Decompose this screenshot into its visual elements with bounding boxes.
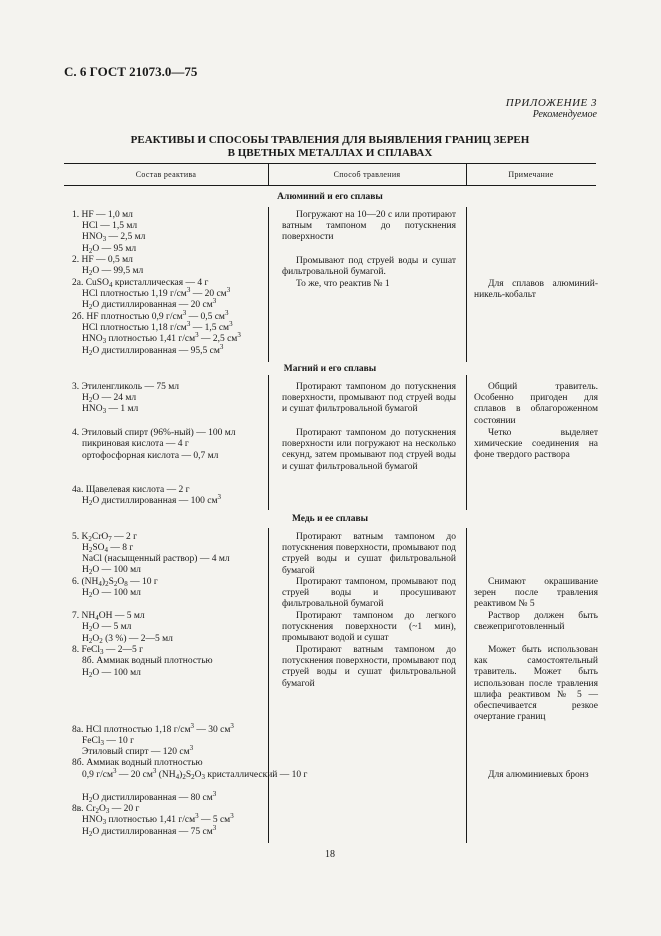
note-mg-1: Общий травитель. Особенно пригоден для сплавов в облагороженном состоянии — [474, 382, 598, 426]
title-line-1: РЕАКТИВЫ И СПОСОБЫ ТРАВЛЕНИЯ ДЛЯ ВЫЯВЛЕНИЯ ГРАНИЦ ЗЕРЕН — [130, 134, 530, 146]
column-divider-1-al — [268, 207, 269, 362]
reagent-3-line: $HNO_3$ — 1 мл — [82, 404, 139, 415]
document-header: С. 6 ГОСТ 21073.0—75 — [64, 64, 198, 79]
reagent-8b-line: $H_2O$ дистиллированная — 80 $см^3$ — [82, 790, 217, 804]
reagent-8a-line: 8а. HCl плотностью 1,18 $г/см^3$ — 30 $см^3$ — [72, 722, 234, 735]
reagent-8-line: 8б. Аммиак водный плотностью — [82, 656, 213, 666]
note-cu-2: Раствор должен быть свежеприготовленный — [474, 611, 598, 633]
method-cu-3: Протирают тампоном до легкого потускнения поверхности (~1 мин), промывают водой и сушат — [282, 611, 456, 644]
appendix-block — [506, 97, 597, 120]
reagent-8a-line: Этиловый спирт — 120 $см^3$ — [82, 744, 194, 757]
reagent-2a-line: 2а. CuSO$_4$ кристаллическая — 4 г — [72, 278, 209, 289]
reagent-5-line: $H_2SO_4$ — 8 г — [82, 543, 134, 554]
section-title-aluminium: Алюминий и его сплавы — [277, 192, 383, 202]
reagent-8v-line: $H_2O$ дистиллированная — 75 $см^3$ — [82, 824, 217, 838]
reagent-2-line: 2. HF — 0,5 мл — [72, 255, 133, 265]
page-number: 18 — [325, 849, 335, 860]
table-header-rule — [64, 185, 596, 186]
reagent-1-line: $H_2O$ — 95 мл — [82, 244, 137, 255]
method-cu-1: Протирают ватным тампоном до потускнения поверхности, промывают под струей воды и сушат фильтровальной бумагой — [282, 532, 456, 576]
column-divider-2-cu — [466, 528, 467, 843]
reagent-3-line: 3. Этиленгликоль — 75 мл — [72, 382, 179, 392]
reagent-6-line: 6. $(NH_4)_2S_2O_8$ — 10 г — [72, 577, 158, 588]
reagent-2a-line: $H_2O$ дистиллированная — 20 $см^3$ — [82, 297, 217, 311]
reagent-8-line: 8. FeCl$_3$ — 2—5 г — [72, 645, 144, 656]
column-divider-1-cu — [268, 528, 269, 843]
reagent-7-line: 7. $NH_4OH$ — 5 мл — [72, 611, 145, 622]
appendix-label: ПРИЛОЖЕНИЕ 3 — [505, 97, 597, 109]
column-divider-2-mg — [466, 375, 467, 510]
note-cu-1: Снимают окрашивание зерен после травления реактивом № 5 — [474, 577, 598, 610]
reagent-2b-line: 2б. HF плотностью 0,9 $г/см^3$ — 0,5 $см^3$ — [72, 309, 229, 322]
method-mg-2: Протирают тампоном до потускнения поверхности или погружают на несколько секунд, затем промывают под струей воды и сушат фильтровальной бумагой — [282, 428, 456, 472]
method-al-2: Промывают под струей воды и сушат фильтровальной бумагой. — [282, 256, 456, 278]
title-line-2: В ЦВЕТНЫХ МЕТАЛЛАХ И СПЛАВАХ — [227, 147, 433, 159]
reagent-7-line: $H_2O$ — 5 мл — [82, 622, 132, 633]
reagent-1-line: 1. HF — 1,0 мл — [72, 210, 133, 220]
column-header-composition: Состав реактива — [135, 170, 197, 179]
reagent-4a-line: 4а. Щавелевая кислота — 2 г — [72, 485, 190, 495]
reagent-5-line: 5. $K_2CrO_7$ — 2 г — [72, 532, 138, 543]
reagent-2-line: $H_2O$ — 99,5 мл — [82, 266, 144, 277]
note-mg-2: Четко выделяет химические соединения на фоне твердого раствора — [474, 428, 598, 461]
method-cu-4: Протирают ватным тампоном до потускнения поверхности, промывают под струей воды и сушат фильтровальной бумагой — [282, 645, 456, 689]
reagent-2b-line: $HNO_3$ плотностью 1,41 $г/см^3$ — 2,5 $см^3$ — [82, 331, 241, 345]
reagent-8-line: $H_2O$ — 100 мл — [82, 668, 141, 679]
reagent-3-line: $H_2O$ — 24 мл — [82, 393, 137, 404]
reagent-8a-line: FeCl$_3$ — 10 г — [82, 736, 135, 747]
column-header-note: Примечание — [508, 170, 554, 179]
reagent-5-line: NaCl (насыщенный раствор) — 4 мл — [82, 554, 230, 564]
column-header-method: Способ травления — [333, 170, 401, 179]
method-al-3: То же, что реактив № 1 — [296, 279, 390, 289]
note-cu-4: Для алюминиевых бронз — [488, 770, 589, 780]
reagent-2b-line: HCl плотностью 1,18 $г/см^3$ — 1,5 $см^3$ — [82, 320, 233, 333]
reagent-1-line: $HNO_3$ — 2,5 мл — [82, 232, 146, 243]
reagent-4-line: пикриновая кислота — 4 г — [82, 439, 189, 449]
reagent-1-line: HCl — 1,5 мл — [82, 221, 138, 231]
page-title — [64, 134, 596, 160]
method-al-1: Погружают на 10—20 с или протирают ватным тампоном до потускнения поверхности — [282, 210, 456, 243]
reagent-8v-line: $HNO_3$ плотностью 1,41 $г/см^3$ — 5 $см^3$ — [82, 812, 234, 826]
method-cu-2: Протирают тампоном, промывают под струей воды и просушивают фильтровальной бумагой — [282, 577, 456, 610]
reagent-8b-line: 0,9 $г/см^3$ — 20 $см^3$ $(NH_4)_2S_2O_3$ кристаллический — 10 г — [82, 767, 308, 781]
reagent-8b-line: 8б. Аммиак водный плотностью — [72, 758, 203, 768]
reagent-8v-line: 8в. $Cr_2O_3$ — 20 г — [72, 804, 140, 815]
reagent-5-line: $H_2O$ — 100 мл — [82, 565, 141, 576]
note-cu-3: Может быть использован как самостоятельный травитель. Может быть использован после травления шлифа реактивом № 5 — обеспечивается резкое очертание границ — [474, 645, 598, 723]
reagent-4-line: 4. Этиловый спирт (96%-ный) — 100 мл — [72, 428, 236, 438]
note-al-1: Для сплавов алюминий-никель-кобальт — [474, 279, 598, 301]
table-top-rule — [64, 163, 596, 164]
column-divider-1-mg — [268, 375, 269, 510]
section-title-copper: Медь и ее сплавы — [291, 514, 369, 524]
method-mg-1: Протирают тампоном до потускнения поверхности, промывают под струей воды и сушат фильтровальной бумагой — [282, 382, 456, 415]
reagent-4a-line: $H_2O$ дистиллированная — 100 $см^3$ — [82, 493, 221, 507]
reagent-2a-line: HCl плотностью 1,19 $г/см^3$ — 20 $см^3$ — [82, 286, 231, 299]
reagent-7-line: $H_2O_2$ (3 %) — 2—5 мл — [82, 634, 173, 645]
column-divider-2-al — [466, 207, 467, 362]
reagent-4-line: ортофосфорная кислота — 0,7 мл — [82, 451, 219, 461]
section-title-magnesium: Магний и его сплавы — [283, 364, 377, 374]
reagent-6-line: $H_2O$ — 100 мл — [82, 588, 141, 599]
appendix-note: Рекомендуемое — [532, 109, 597, 120]
reagent-2b-line: $H_2O$ дистиллированная — 95,5 $см^3$ — [82, 343, 224, 357]
